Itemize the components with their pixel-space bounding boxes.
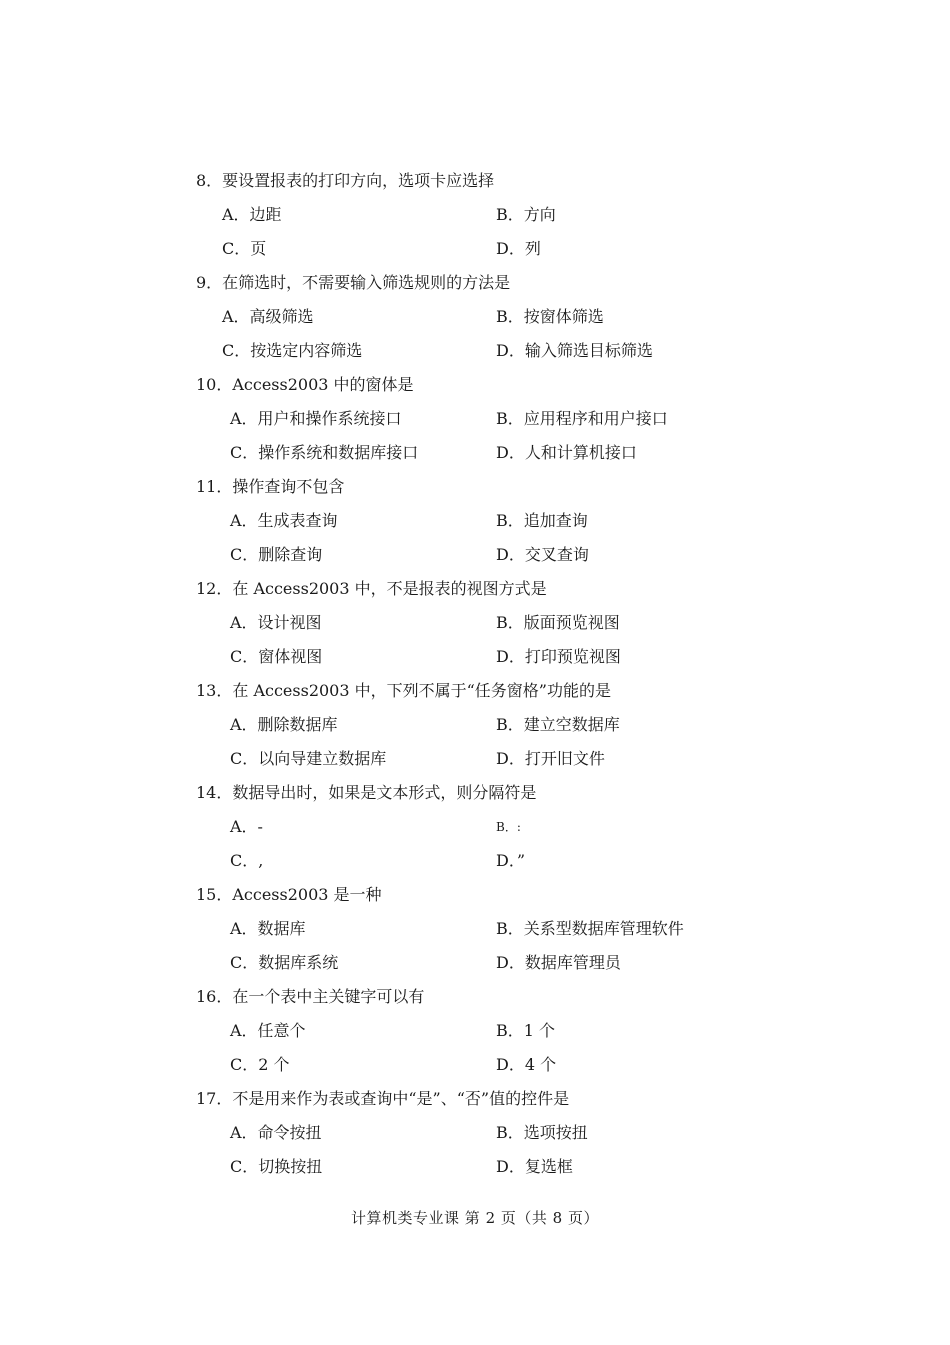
option-d: D．打开旧文件 [496, 749, 605, 768]
option-b: B．选项按扭 [496, 1123, 588, 1142]
option-a: A．- [230, 817, 263, 836]
option-a: A．命令按扭 [230, 1123, 322, 1142]
question-stem: 13．在 Access2003 中，下列不属于“任务窗格”功能的是 [196, 681, 611, 700]
option-d: D．4 个 [496, 1055, 557, 1074]
option-c: C．窗体视图 [230, 647, 323, 666]
option-grid [196, 912, 756, 980]
option-a: A．边距 [222, 205, 282, 224]
question-12 [196, 572, 756, 674]
option-grid [196, 504, 756, 572]
question-stem: 16．在一个表中主关键字可以有 [196, 987, 425, 1006]
option-a: A．设计视图 [230, 613, 322, 632]
question-15 [196, 878, 756, 980]
option-b: B．按窗体筛选 [496, 307, 604, 326]
option-d: D．列 [496, 239, 541, 258]
option-b: B．版面预览视图 [496, 613, 620, 632]
option-b: B．1 个 [496, 1021, 556, 1040]
question-stem: 15．Access2003 是一种 [196, 885, 382, 904]
question-16 [196, 980, 756, 1082]
option-c: C．切换按扭 [230, 1157, 323, 1176]
option-a: A．高级筛选 [222, 307, 314, 326]
option-b: B．方向 [496, 205, 556, 224]
option-b: B．追加查询 [496, 511, 588, 530]
page-footer: 计算机类专业课 第 2 页（共 8 页） [351, 1209, 599, 1227]
option-d: D．交叉查询 [496, 545, 589, 564]
option-grid [196, 606, 756, 674]
option-a: A．删除数据库 [230, 715, 338, 734]
option-c: C．按选定内容筛选 [222, 341, 363, 360]
question-list [196, 164, 756, 1184]
option-c: C．删除查询 [230, 545, 323, 564]
option-c: C．操作系统和数据库接口 [230, 443, 419, 462]
option-c: C．以向导建立数据库 [230, 749, 387, 768]
question-17 [196, 1082, 756, 1184]
option-d: D．复选框 [496, 1157, 573, 1176]
question-stem: 12．在 Access2003 中，不是报表的视图方式是 [196, 579, 547, 598]
question-10 [196, 368, 756, 470]
question-stem: 10．Access2003 中的窗体是 [196, 375, 414, 394]
option-c: C．数据库系统 [230, 953, 339, 972]
question-stem: 11．操作查询不包含 [196, 477, 345, 496]
option-a: A．生成表查询 [230, 511, 338, 530]
option-a: A．任意个 [230, 1021, 306, 1040]
option-grid [196, 300, 756, 368]
option-b: B．应用程序和用户接口 [496, 409, 668, 428]
option-d: D．” [496, 851, 526, 870]
question-stem: 14．数据导出时，如果是文本形式，则分隔符是 [196, 783, 537, 802]
question-9 [196, 266, 756, 368]
option-d: D．输入筛选目标筛选 [496, 341, 653, 360]
question-stem: 9．在筛选时，不需要输入筛选规则的方法是 [196, 273, 511, 292]
option-c: C．, [230, 851, 264, 870]
question-14 [196, 776, 756, 878]
option-d: D．人和计算机接口 [496, 443, 637, 462]
option-c: C．2 个 [230, 1055, 290, 1074]
option-grid [196, 1014, 756, 1082]
option-grid [196, 708, 756, 776]
option-grid [196, 402, 756, 470]
option-grid [196, 1116, 756, 1184]
option-a: A．数据库 [230, 919, 306, 938]
option-b: B．建立空数据库 [496, 715, 620, 734]
option-c: C．页 [222, 239, 267, 258]
option-a: A．用户和操作系统接口 [230, 409, 402, 428]
option-grid [196, 810, 756, 878]
option-b: B．: [496, 820, 521, 834]
option-d: D．数据库管理员 [496, 953, 621, 972]
question-11 [196, 470, 756, 572]
question-stem: 17．不是用来作为表或查询中“是”、“否”值的控件是 [196, 1089, 570, 1108]
question-stem: 8．要设置报表的打印方向，选项卡应选择 [196, 171, 495, 190]
option-b: B．关系型数据库管理软件 [496, 919, 684, 938]
question-13 [196, 674, 756, 776]
option-d: D．打印预览视图 [496, 647, 621, 666]
question-8 [196, 164, 756, 266]
option-grid [196, 198, 756, 266]
